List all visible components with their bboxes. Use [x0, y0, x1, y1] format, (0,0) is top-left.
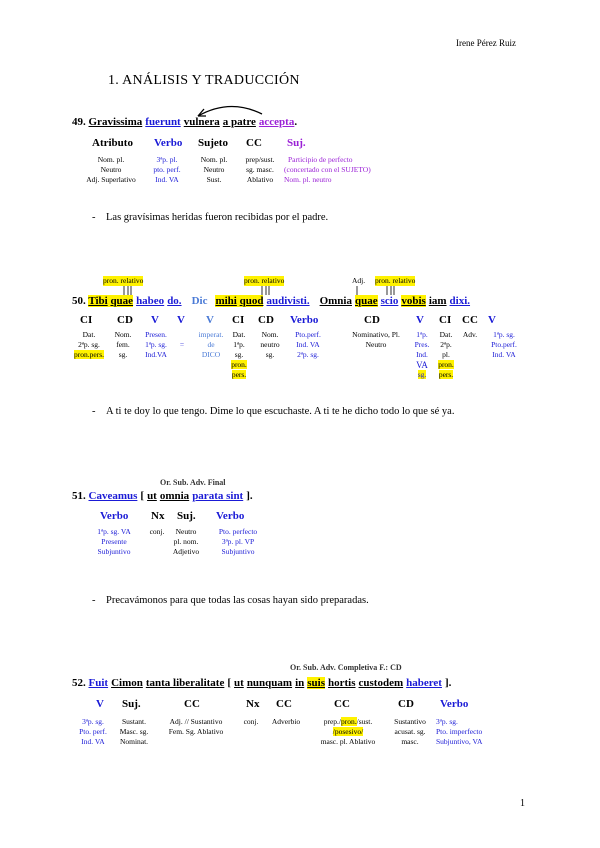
- analysis-line: 1ªp. sg. VA: [97, 527, 131, 536]
- word-parata-sint: parata sint: [192, 490, 244, 502]
- tag-v: V: [206, 314, 214, 326]
- word-omnia: Omnia: [319, 295, 352, 307]
- word-in: in: [295, 677, 305, 689]
- analysis-line: conj.: [243, 717, 259, 726]
- analysis-line: Pto.perf.: [491, 340, 517, 349]
- label-pron-relativo: pron. relativo: [244, 276, 285, 285]
- bracket-close: ].: [246, 490, 253, 502]
- word-nunquam: nunquam: [246, 677, 293, 689]
- label-pron-relativo: pron. relativo: [103, 276, 144, 285]
- analysis-line: 3ªp. pl.: [156, 155, 178, 164]
- bracket-open: [: [140, 490, 145, 502]
- tag-ci: CI: [232, 314, 245, 326]
- tag-cd: CD: [117, 314, 133, 326]
- analysis-line: Masc. sg.: [119, 727, 149, 736]
- word-iam: iam: [428, 295, 447, 307]
- analysis-line: pron.: [231, 360, 247, 369]
- word-gravissima: Gravissima: [88, 116, 143, 128]
- tag-cd: CD: [398, 698, 414, 710]
- analysis-line: sg.: [234, 350, 244, 359]
- analysis-col: [254, 330, 286, 360]
- analysis-line: sg. masc.: [246, 165, 274, 174]
- analysis-line: 3ªp. pl. VP: [221, 537, 255, 546]
- analysis-line: 2ªp. sg.: [78, 340, 100, 349]
- analysis-line: 1ªp. sg.: [145, 340, 167, 349]
- analysis-line: 1ªp. sg.: [493, 330, 515, 339]
- analysis-line: Participio de perfecto: [288, 155, 353, 164]
- page-number: 1: [520, 798, 525, 809]
- period: .: [294, 116, 298, 128]
- subordinate-label: Or. Sub. Adv. Final: [160, 478, 226, 487]
- analysis-line: Nominat.: [119, 737, 149, 746]
- tag-verbo: Verbo: [290, 314, 319, 326]
- word-habeo: habeo: [136, 295, 165, 307]
- analysis-line: pl. nom.: [173, 537, 199, 546]
- analysis-line: Neutro: [175, 527, 197, 536]
- tag-verbo: Verbo: [216, 510, 245, 522]
- analysis-line: Adj. // Sustantivo: [169, 717, 223, 726]
- analysis-line: Fem. Sg. Ablativo: [168, 727, 224, 736]
- analysis-col: [114, 717, 154, 747]
- word-tanta-liberalitate: tanta liberalitate: [145, 677, 225, 689]
- word-vulnera: vulnera: [183, 116, 220, 128]
- analysis-line: pers.: [438, 370, 454, 379]
- analysis-line: Ind. VA: [155, 175, 179, 184]
- analysis-col: [484, 330, 524, 360]
- analysis-line: pto. perf.: [153, 165, 181, 174]
- tag-suj: Suj.: [177, 510, 196, 522]
- analysis-line: Pto. imperfecto: [436, 727, 483, 736]
- analysis-line: Nom. pl.: [200, 155, 228, 164]
- word-hortis: hortis: [328, 677, 356, 689]
- analysis-line: masc. pl. Ablativo: [320, 737, 376, 746]
- header-author: Irene Pérez Ruiz: [456, 38, 516, 48]
- analysis-col: [238, 717, 264, 727]
- analysis-line: de: [207, 340, 215, 349]
- translation-text: Precavámonos para que todas las cosas hayan sido preparadas.: [106, 595, 369, 606]
- analysis-col: [138, 330, 174, 360]
- tag-nx: Nx: [246, 698, 260, 710]
- word-dic: Dic: [191, 295, 208, 307]
- analysis-line: Ind. VA: [296, 340, 320, 349]
- tag-suj: Suj.: [287, 137, 306, 149]
- analysis-line: Sustant.: [122, 717, 146, 726]
- word-haberet: haberet: [406, 677, 442, 689]
- tag-atributo: Atributo: [92, 137, 133, 149]
- tag-verbo: Verbo: [100, 510, 129, 522]
- analysis-col: [458, 330, 482, 340]
- analysis-line: conj.: [149, 527, 165, 536]
- tag-cc: CC: [334, 698, 350, 710]
- word-do: do.: [167, 295, 182, 307]
- analysis-col: [166, 527, 206, 557]
- analysis-col: [156, 717, 236, 737]
- tag-cd: CD: [258, 314, 274, 326]
- analysis-line: =: [179, 340, 185, 349]
- analysis-line: Ablativo: [246, 175, 274, 184]
- analysis-line: Presen.: [145, 330, 167, 339]
- sentence-52: [72, 677, 451, 689]
- word-tibi: Tibi: [88, 295, 108, 307]
- analysis-line: neutro: [260, 340, 280, 349]
- analysis-line: pron.pers.: [74, 350, 104, 359]
- analysis-line: Dat.: [82, 330, 96, 339]
- analysis-line: acusat. sg.: [394, 727, 426, 736]
- translation-51: - Precavámonos para que todas las cosas hayan sido preparadas.: [92, 595, 369, 606]
- analysis-line: Subjuntivo: [221, 547, 255, 556]
- tag-sujeto: Sujeto: [198, 137, 228, 149]
- tag-ci: CI: [80, 314, 93, 326]
- analysis-col: [434, 330, 458, 380]
- analysis-line: Nom.: [114, 330, 132, 339]
- analysis-line: fem.: [116, 340, 130, 349]
- word-caveamus: Caveamus: [88, 490, 138, 502]
- analysis-line: Sustantivo: [394, 717, 426, 726]
- analysis-line: 3ªp. sg.: [436, 717, 458, 726]
- word-quod: quod: [239, 295, 264, 307]
- word-scio: scio: [380, 295, 399, 307]
- analysis-line: Neutro: [365, 340, 387, 349]
- tag-v: V: [488, 314, 496, 326]
- analysis-line: sg.: [265, 350, 275, 359]
- tag-cc: CC: [184, 698, 200, 710]
- analysis-line: sg.: [118, 350, 128, 359]
- analysis-col: [208, 527, 268, 557]
- analysis-line: /sust.: [356, 717, 373, 726]
- translation-text: A ti te doy lo que tengo. Dime lo que escuchaste. A ti te he dicho todo lo que sé ya.: [106, 406, 455, 417]
- analysis-col: [70, 330, 108, 360]
- word-omnia: omnia: [159, 490, 190, 502]
- analysis-line: 2ªp. sg.: [297, 350, 319, 359]
- number-51: 51.: [72, 490, 86, 502]
- word-cimon: Cimon: [111, 677, 143, 689]
- analysis-line: Subjuntivo: [97, 547, 131, 556]
- sentence-49: [72, 116, 297, 128]
- tag-nx: Nx: [151, 510, 165, 522]
- analysis-col: [284, 155, 404, 185]
- label-pron-relativo: pron. relativo: [375, 276, 416, 285]
- analysis-col: [386, 717, 434, 747]
- tag-v: V: [151, 314, 159, 326]
- analysis-line: Neutro: [203, 165, 225, 174]
- analysis-line: Presente: [101, 537, 127, 546]
- translation-text: Las gravísimas heridas fueron recibidas por el padre.: [106, 212, 329, 223]
- analysis-line: Pto.perf.: [295, 330, 321, 339]
- tag-cc: CC: [462, 314, 478, 326]
- tag-verbo: Verbo: [154, 137, 183, 149]
- analysis-col: [110, 330, 136, 360]
- analysis-line: Subjuntivo, VA: [436, 737, 483, 746]
- tag-v: V: [96, 698, 104, 710]
- analysis-col: [264, 717, 308, 727]
- analysis-line: Adjetivo: [172, 547, 200, 556]
- analysis-line: 1ªp.: [416, 330, 428, 339]
- word-accepta: accepta: [258, 116, 295, 128]
- analysis-col: [342, 330, 410, 350]
- analysis-col: [194, 330, 228, 360]
- word-a-patre: a patre: [222, 116, 256, 128]
- analysis-line: Nom. pl. neutro: [284, 175, 332, 184]
- word-ut: ut: [147, 490, 157, 502]
- word-ut: ut: [234, 677, 244, 689]
- analysis-col: [236, 155, 284, 185]
- analysis-line: pron.: [438, 360, 454, 369]
- analysis-line: masc.: [401, 737, 419, 746]
- word-quae: quae: [110, 295, 134, 307]
- sentence-51: [72, 490, 253, 502]
- analysis-line: Pres.: [414, 340, 430, 349]
- analysis-col: [146, 155, 188, 185]
- word-audivisti: audivisti.: [266, 295, 310, 307]
- analysis-line: Ind. VA: [492, 350, 516, 359]
- analysis-line: (concertado con el SUJETO): [284, 165, 371, 174]
- analysis-col: [310, 717, 386, 747]
- bracket-close: ].: [444, 677, 452, 689]
- analysis-line: prep/sust.: [245, 155, 275, 164]
- tag-ci: CI: [439, 314, 452, 326]
- analysis-col: [288, 330, 328, 360]
- word-fuit: Fuit: [88, 677, 109, 689]
- analysis-line: Nom. pl.: [97, 155, 125, 164]
- tag-cd: CD: [364, 314, 380, 326]
- analysis-line: pl.: [442, 350, 450, 359]
- analysis-line: Adverbio: [271, 717, 301, 726]
- word-quae: quae: [354, 295, 378, 307]
- word-suis: suis: [307, 677, 326, 689]
- analysis-line: prep./: [323, 717, 342, 726]
- number-50: 50.: [72, 295, 86, 307]
- analysis-line: Ind.: [416, 350, 428, 359]
- word-fuerunt: fuerunt: [145, 116, 181, 128]
- analysis-col: [72, 717, 114, 747]
- tag-cc: CC: [276, 698, 292, 710]
- analysis-col: [86, 527, 142, 557]
- analysis-line: Nom.: [261, 330, 279, 339]
- tag-v: V: [416, 314, 424, 326]
- analysis-col: [410, 330, 434, 380]
- translation-50: - A ti te doy lo que tengo. Dime lo que escuchaste. A ti te he dicho todo lo que sé ya.: [92, 406, 455, 417]
- analysis-line: Pto. perf.: [79, 727, 107, 736]
- tag-v: V: [177, 314, 185, 326]
- number-52: 52.: [72, 677, 86, 689]
- bracket-open: [: [227, 677, 232, 689]
- analysis-line: /posesivo/: [332, 727, 364, 736]
- analysis-line: Adv.: [462, 330, 478, 339]
- analysis-line: Adj. Superlativo: [86, 175, 136, 184]
- number-49: 49.: [72, 116, 86, 128]
- sentence-50: [72, 295, 470, 307]
- label-adj: Adj.: [352, 276, 366, 285]
- analysis-line: Neutro: [100, 165, 122, 174]
- analysis-line: Sust.: [206, 175, 222, 184]
- tag-suj: Suj.: [122, 698, 141, 710]
- analysis-line: 3ªp. sg.: [82, 717, 104, 726]
- word-custodem: custodem: [358, 677, 404, 689]
- page-title: 1. ANÁLISIS Y TRADUCCIÓN: [108, 73, 300, 88]
- analysis-line: 2ªp.: [440, 340, 452, 349]
- tag-cc: CC: [246, 137, 262, 149]
- analysis-line: sg.: [417, 370, 427, 379]
- analysis-line: Dat.: [232, 330, 246, 339]
- analysis-line: pers.: [231, 370, 247, 379]
- word-mihi: mihi: [215, 295, 237, 307]
- analysis-col: [228, 330, 250, 380]
- analysis-line: imperat.: [198, 330, 224, 339]
- analysis-line: Nominativo, Pl.: [352, 330, 400, 339]
- analysis-line: Ind. VA: [81, 737, 105, 746]
- word-dixi: dixi.: [449, 295, 471, 307]
- analysis-line: DICO: [201, 350, 221, 359]
- translation-49: - Las gravísimas heridas fueron recibidas por el padre.: [92, 212, 329, 223]
- tag-verbo: Verbo: [440, 698, 469, 710]
- analysis-col: [436, 717, 506, 747]
- analysis-col: [75, 155, 147, 185]
- subordinate-label: Or. Sub. Adv. Completiva F.: CD: [290, 663, 402, 672]
- analysis-col: [172, 330, 192, 350]
- analysis-line: 1ªp.: [233, 340, 245, 349]
- analysis-line: Dat.: [439, 330, 453, 339]
- analysis-col: [194, 155, 234, 185]
- analysis-line: pron.: [341, 717, 357, 726]
- analysis-line: [172, 330, 192, 340]
- analysis-line: VA: [416, 360, 428, 370]
- analysis-line: Pto. perfecto: [218, 527, 258, 536]
- analysis-line: Ind.VA: [145, 350, 167, 359]
- word-vobis: vobis: [401, 295, 426, 307]
